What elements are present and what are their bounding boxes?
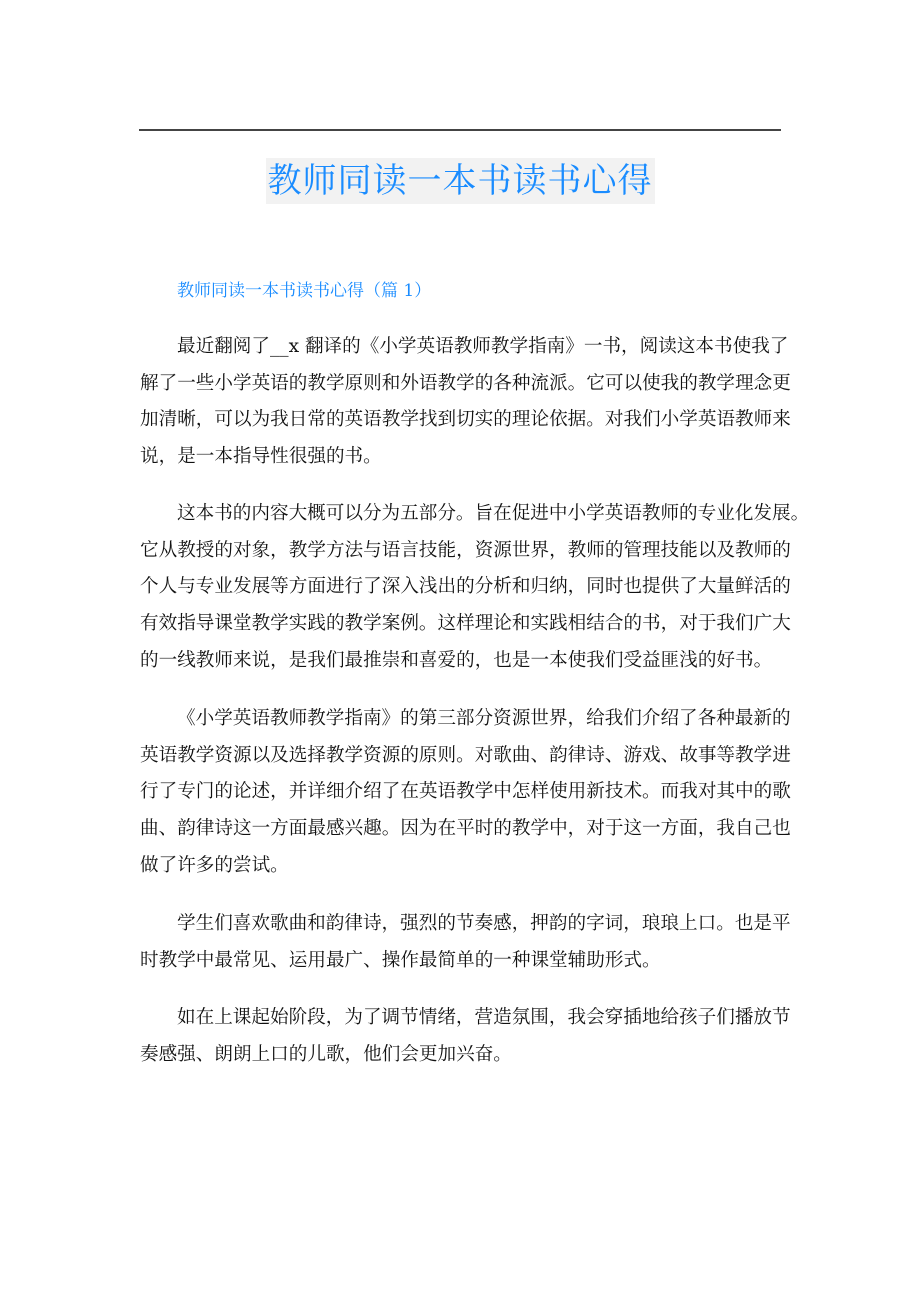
paragraph-line: 个人与专业发展等方面进行了深入浅出的分析和归纳，同时也提供了大量鲜活的 [140,576,791,598]
paragraph [140,906,791,979]
paragraph-line: 有效指导课堂教学实践的教学案例。这样理论和实践相结合的书，对于我们广大 [140,613,791,635]
paragraph-line: 英语教学资源以及选择教学资源的原则。对歌曲、韵律诗、游戏、故事等教学进 [140,744,791,766]
paragraph-line: 的一线教师来说，是我们最推崇和喜爱的，也是一本使我们受益匪浅的好书。 [140,649,773,671]
header-rule [139,129,781,131]
paragraph-line: 这本书的内容大概可以分为五部分。旨在促进中小学英语教师的专业化发展。 [177,503,810,524]
paragraph-line: 曲、韵律诗这一方面最感兴趣。因为在平时的教学中，对于这一方面，我自己也 [140,818,791,840]
paragraph-line: 加清晰，可以为我日常的英语教学找到切实的理论依据。对我们小学英语教师来 [140,409,791,431]
paragraph-line: 《小学英语教师教学指南》的第三部分资源世界，给我们介绍了各种最新的 [177,708,791,729]
paragraph-line: 如在上课起始阶段，为了调节情绪，营造氛围，我会穿插地给孩子们播放节 [177,1007,791,1028]
paragraph [140,496,810,679]
paragraph-line: 说，是一本指导性很强的书。 [140,446,382,468]
page-title: 教师同读一本书读书心得 [266,158,655,204]
paragraph-line: 最近翻阅了__x 翻译的《小学英语教师教学指南》一书，阅读这本书使我了 [177,336,789,357]
paragraph-line: 做了许多的尝试。 [140,854,289,876]
paragraph [140,701,791,884]
paragraph-line: 时教学中最常见、运用最广、操作最简单的一种课堂辅助形式。 [140,949,661,971]
paragraph-line: 行了专门的论述，并详细介绍了在英语教学中怎样使用新技术。而我对其中的歌 [140,781,791,803]
section-heading: 教师同读一本书读书心得（篇 1） [177,281,432,301]
paragraph-line: 解了一些小学英语的教学原则和外语教学的各种流派。它可以使我的教学理念更 [140,372,791,394]
paragraph [140,329,791,476]
paragraph [140,1000,791,1073]
paragraph-line: 它从教授的对象，教学方法与语言技能，资源世界，教师的管理技能以及教师的 [140,539,791,561]
paragraph-line: 奏感强、朗朗上口的儿歌，他们会更加兴奋。 [140,1043,512,1065]
paragraph-line: 学生们喜欢歌曲和韵律诗，强烈的节奏感，押韵的字词，琅琅上口。也是平 [177,913,791,934]
